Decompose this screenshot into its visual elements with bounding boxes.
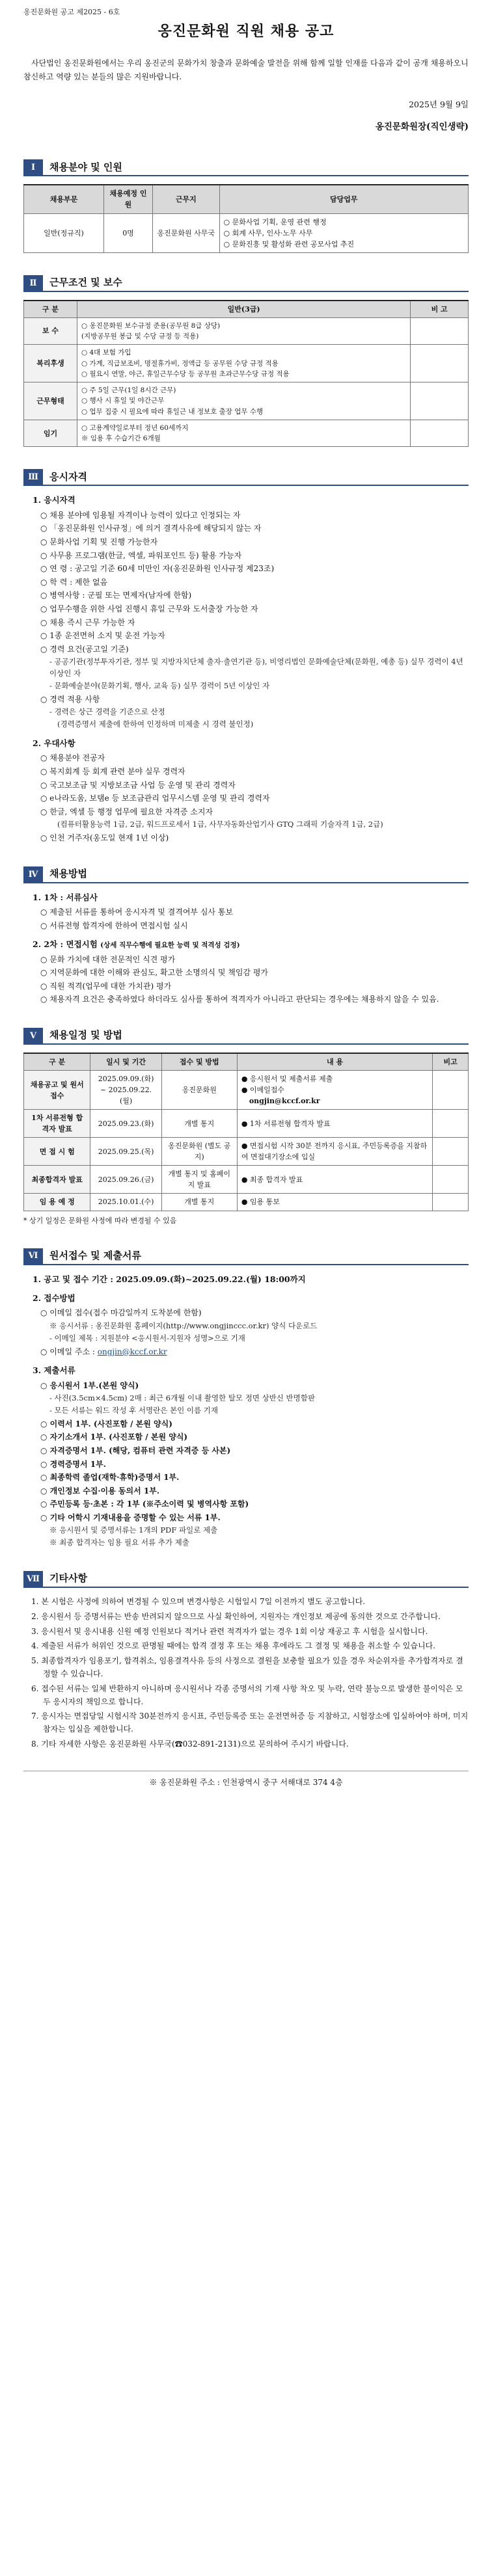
col-header: 비고 <box>433 1053 469 1071</box>
list-item: ○ 「옹진문화원 인사규정」에 의거 결격사유에 해당되지 않는 자 <box>40 524 262 533</box>
section-title: 채용방법 <box>43 866 469 883</box>
col-header: 근무지 <box>153 185 219 213</box>
list-item: 1. 본 시험은 사정에 의하여 변경될 수 있으며 변경사항은 시험일시 7일 이전까지 별도 공고합니다. <box>31 1597 365 1607</box>
section-title: 원서접수 및 제출서류 <box>43 1248 469 1265</box>
list-item: 5. 최종합격자가 임용포기, 합격취소, 임용결격사유 등의 사정으로 결원을 보충할 필요가 있을 경우 차순위자를 추가합격자로 결정할 수 있습니다. <box>31 1656 463 1679</box>
row-line: ○ 월요시 연말, 야근, 휴일근무수당 등 공무원 초과근무수당 규정 적용 <box>81 369 290 378</box>
cell-method: 옹진문화원 <box>161 1071 237 1110</box>
row-label: 채용공고 및 원서접수 <box>24 1071 90 1110</box>
table-row <box>24 317 469 345</box>
table-row <box>24 1071 469 1110</box>
section-title: 근무조건 및 보수 <box>43 275 469 292</box>
subsection-heading-note: (상세 직무수행에 필요한 능력 및 적격성 검정) <box>100 941 240 950</box>
list-item: 7. 응시자는 면접당일 시험시작 30분전까지 응시표, 주민등록증 또는 운전면허증 등 지참하고, 시험장소에 입실하여야 하며, 미지참자는 입실을 제한합니다. <box>31 1711 469 1734</box>
cell-date: 2025.09.25.(목) <box>90 1138 161 1166</box>
list-subitem: ※ 응시서류 : 옹진문화원 홈페이지(http://www.ongjinccc.or.kr) 양식 다운로드 <box>49 1321 318 1330</box>
list-subitem: - 공공기관(정부투자기관, 정부 및 지방자치단체 출자·출연기관 등), 비영리법인 문화예술단체(문화원, 예총 등) 실무 경력이 4년 이상인 자 <box>49 657 463 678</box>
section-number: Ⅰ <box>23 159 43 176</box>
duty-line: ○ 문화진흥 및 활성화 관련 공모사업 추진 <box>223 239 355 248</box>
section-number: Ⅵ <box>23 1248 43 1265</box>
list-subitem: (경력증명서 제출에 한하여 인정하며 미제출 시 경력 불인정) <box>57 719 254 729</box>
list-item: ○ 직원 적격(업무에 대한 가치관) 평가 <box>40 981 172 991</box>
col-header: 채용부문 <box>24 185 104 213</box>
section-number: Ⅴ <box>23 1028 43 1045</box>
duty-line: ○ 회계 사무, 인사·노무 사무 <box>223 228 313 237</box>
row-line: ○ 주 5일 근무(1일 8시간 근무) <box>81 386 176 395</box>
schedule-note: * 상기 일정은 문화원 사정에 따라 변경될 수 있음 <box>23 1216 177 1225</box>
list-item: ○ 자기소개서 1부. (사진포함 / 본원 양식) <box>40 1432 188 1442</box>
page-title: 옹진문화원 직원 채용 공고 <box>157 23 335 40</box>
list-item: 6. 접수된 서류는 일체 반환하지 아니하며 응시원서나 각종 증명서의 기재 사항 착오 및 누락, 연락 불능으로 발생한 불이익은 모두 응시자의 책임으로 합니다. <box>31 1684 463 1706</box>
table-row <box>24 1166 469 1194</box>
row-label: 최종합격자 발표 <box>24 1166 90 1194</box>
subsection-heading: 1. 응시자격 <box>33 495 75 505</box>
content-line: ● 최종 합격자 발표 <box>241 1175 303 1184</box>
col-header: 비 고 <box>411 301 469 318</box>
list-item: ○ 채용 즉시 근무 가능한 자 <box>40 617 135 627</box>
recruit-field-table <box>23 184 469 252</box>
table-row <box>24 1194 469 1211</box>
list-subitem: - 경력은 상근 경력을 기준으로 산정 <box>49 707 165 717</box>
subsection-heading: 1. 1차 : 서류심사 <box>33 892 98 902</box>
list-subitem: ※ 최종 합격자는 임용 필요 서류 추가 제출 <box>49 1538 189 1548</box>
col-header: 내 용 <box>237 1053 433 1071</box>
table-row <box>24 382 469 420</box>
list-item: ○ 연 령 : 공고일 기준 60세 미만인 자(옹진문화원 인사규정 제23조) <box>40 564 275 574</box>
list-item: ○ 기타 어학시 기재내용을 증명할 수 있는 서류 1부. <box>40 1512 221 1522</box>
list-item: ○ 채용분야 전공자 <box>40 753 105 763</box>
list-item: ○ 이력서 1부. (사진포함 / 본원 양식) <box>40 1419 172 1429</box>
cell-method: 개별 통지 및 홈페이지 발표 <box>161 1166 237 1194</box>
row-line: ○ 고용계약일로부터 정년 60세까지 <box>81 423 189 432</box>
row-label: 면 접 시 험 <box>24 1138 90 1166</box>
row-label: 임 용 예 정 <box>24 1194 90 1211</box>
col-header: 접수 및 방법 <box>161 1053 237 1071</box>
content-line: ● 임용 통보 <box>241 1198 280 1207</box>
list-item: ○ 주민등록 등·초본 : 각 1부 (※주소이력 및 병역사항 포함) <box>40 1499 249 1509</box>
preference-list <box>23 752 469 844</box>
list-item: ○ 업무수행을 위한 사업 진행시 휴일 근무와 도서출장 가능한 자 <box>40 604 258 613</box>
row-line: ○ 행사 시 휴일 및 야간근무 <box>81 397 165 405</box>
list-item: ○ 채용자격 요건은 충족하였다 하더라도 심사를 통하여 적격자가 아니라고 판단되는 경우에는 채용하지 않을 수 있음. <box>40 995 439 1004</box>
list-item: ○ 자격증명서 1부. (해당, 컴퓨터 관련 자격증 등 사본) <box>40 1445 231 1455</box>
section-6-header <box>23 1248 469 1265</box>
subsection-heading: 1. 공고 및 접수 기간 : 2025.09.09.(화)~2025.09.22.(월) 18:00까지 <box>33 1274 306 1284</box>
row-line: (지방공무원 봉급 및 수당 규정 등 적용) <box>81 332 199 340</box>
row-line: ○ 옹진문화원 보수규정 준용(공무원 8급 상당) <box>81 321 221 330</box>
cell-method: 개별 통지 <box>161 1194 237 1211</box>
list-item: ○ 문화사업 기획 및 진행 가능한자 <box>40 537 158 546</box>
col-header: 구 분 <box>24 301 77 318</box>
list-item: ○ 최종학력 졸업(재학·휴학)증명서 1부. <box>40 1473 180 1483</box>
schedule-table <box>23 1053 469 1211</box>
list-item: 8. 기타 자세한 사항은 옹진문화원 사무국(☎032-891-2131)으로 문의하여 주시기 바랍니다. <box>31 1739 349 1749</box>
intro-text: 사단법인 옹진문화원에서는 우리 옹진군의 문화가치 창출과 문화예술 발전을 위해 함께 일할 인재를 다음과 같이 공개 채용하오니 참신하고 역량 있는 분들의 많은 지원바랍니다. <box>23 59 469 82</box>
list-subitem: - 문화예술분야(문화기획, 행사, 교육 등) 실무 경력이 5년 이상인 자 <box>49 680 270 690</box>
cell-method: 개별 통지 <box>161 1110 237 1138</box>
table-row <box>24 1110 469 1138</box>
cell-place: 옹진문화원 사무국 <box>153 213 219 252</box>
cell-date: 2025.09.26.(금) <box>90 1166 161 1194</box>
col-header: 구 분 <box>24 1053 90 1071</box>
list-item: ○ 인천 거주자(옹도일 현재 1년 이상) <box>40 833 169 843</box>
issue-date: 2025년 9월 9일 <box>409 100 469 110</box>
section-number: Ⅲ <box>23 469 43 486</box>
section-2-header <box>23 275 469 292</box>
col-header: 일반(3급) <box>77 301 410 318</box>
row-line: ○ 4대 보험 가입 <box>81 349 131 357</box>
col-header: 일시 및 기간 <box>90 1053 161 1071</box>
row-label: 보 수 <box>24 317 77 345</box>
cell-field: 일반(정규직) <box>24 213 104 252</box>
row-label: 임기 <box>24 420 77 447</box>
section-5-header <box>23 1028 469 1045</box>
section-title: 채용일정 및 방법 <box>43 1028 469 1045</box>
list-item <box>40 1346 469 1358</box>
table-row <box>24 213 469 252</box>
row-line: ○ 가계, 직급보조비, 명절휴가비, 정액급 등 공무원 수당 규정 적용 <box>81 359 279 368</box>
list-item: ○ 경력 적용 사항 <box>40 694 100 704</box>
row-line: ※ 임용 후 수습기간 6개월 <box>81 435 161 443</box>
list-item: ○ 1종 운전면허 소지 및 운전 가능자 <box>40 631 165 641</box>
email-link[interactable]: ongjin@kccf.or.kr <box>97 1347 167 1356</box>
list-item: ○ 경력 요건(공고일 기준) <box>40 644 129 654</box>
row-label: 근무형태 <box>24 382 77 420</box>
subsection-heading-text: 2. 2차 : 면접시험 <box>33 939 98 950</box>
list-subitem: ※ 응시원서 및 증명서류는 1개의 PDF 파일로 제출 <box>49 1525 218 1535</box>
section-title: 응시자격 <box>43 469 469 486</box>
list-item: ○ e나라도움, 보탬e 등 보조금관리 업무시스템 운영 및 관리 경력자 <box>40 794 270 803</box>
subsection-heading <box>33 938 469 950</box>
col-header: 담당업무 <box>219 185 469 213</box>
duty-line: ○ 문화사업 기획, 운영 관련 행정 <box>223 217 327 226</box>
section-title: 기타사항 <box>43 1571 469 1588</box>
subsection-heading: 2. 접수방법 <box>33 1293 75 1303</box>
section-number: Ⅳ <box>23 866 43 883</box>
section-4-header <box>23 866 469 883</box>
subsection-heading: 3. 제출서류 <box>33 1365 75 1376</box>
cell-date: 2025.09.23.(화) <box>90 1110 161 1138</box>
table-row <box>24 420 469 447</box>
email-text: ongjin@kccf.or.kr <box>249 1097 320 1106</box>
list-subitem: - 이메일 제목 : 지원분야 <응시원서-지원자 성명>으로 기재 <box>49 1333 245 1343</box>
list-subitem: - 모든 서류는 워드 작성 후 서명란은 본인 이름 기재 <box>49 1405 218 1415</box>
footer-address: ※ 옹진문화원 주소 : 인천광역시 중구 서해대로 374 4층 <box>23 1771 469 1789</box>
table-row <box>24 345 469 382</box>
list-item: ○ 국고보조금 및 지방보조금 사업 등 운영 및 관리 경력자 <box>40 780 236 790</box>
section-title: 채용분야 및 인원 <box>43 159 469 176</box>
list-item: ○ 문화 가치에 대한 전문적인 식견 평가 <box>40 954 176 964</box>
list-item: 4. 제출된 서류가 허위인 것으로 판명될 때에는 합격 결정 후 또는 채용 후에라도 그 결정 및 채용을 취소할 수 있습니다. <box>31 1641 435 1651</box>
row-line: ○ 업무 집중 시 필요에 따라 휴일근 내 정보호 출장 업무 수행 <box>81 407 264 416</box>
cell-count: 0명 <box>103 213 152 252</box>
issuer: 옹진문화원장(직인생략) <box>375 121 469 132</box>
col-header: 채용예정 인원 <box>103 185 152 213</box>
list-subitem: - 사진(3.5cm×4.5cm) 2매 : 최근 6개월 이내 촬영한 탈모 정면 상반신 반명함판 <box>49 1393 315 1403</box>
qualification-list <box>23 509 469 731</box>
content-line: ● 1차 서류전형 합격자 발표 <box>241 1119 331 1128</box>
doc-number: 옹진문화원 공고 제2025 - 6호 <box>23 8 120 16</box>
list-item: ○ 응시원서 1부.(본원 양식) <box>40 1380 139 1390</box>
section-1-header <box>23 159 469 176</box>
other-notes-list <box>31 1596 469 1751</box>
cell-date: 2025.10.01.(수) <box>90 1194 161 1211</box>
content-line: ● 면접시험 시작 30분 전까지 응시표, 주민등록증을 지참하여 면접대기장소에 입실 <box>241 1142 428 1162</box>
work-conditions-table <box>23 300 469 448</box>
list-item: 3. 응시원서 및 응시내용 신원 예정 인원보다 적거나 관련 적격자가 없는 경우 1회 이상 재공고 후 시험을 실시합니다. <box>31 1626 428 1636</box>
list-item: 2. 응시원서 등 증명서류는 반송 반려되지 않으므로 사실 확인하여, 지원자는 개인정보 제공에 동의한 것으로 간주합니다. <box>31 1611 441 1621</box>
subsection-heading: 2. 우대사항 <box>33 738 75 748</box>
list-item: ○ 제출된 서류를 통하여 응시자격 및 결격여부 심사 통보 <box>40 907 234 917</box>
section-number: Ⅶ <box>23 1571 43 1588</box>
list-item: ○ 병역사항 : 군필 또는 면제자(남자에 한함) <box>40 591 192 600</box>
row-label: 1차 서류전형 합격자 발표 <box>24 1110 90 1138</box>
row-label: 복리후생 <box>24 345 77 382</box>
section-7-header <box>23 1571 469 1588</box>
content-line: ● 응시원서 및 제출서류 제출 <box>241 1075 333 1084</box>
table-row <box>24 1138 469 1166</box>
list-item: ○ 채용 분야에 임용될 자격이나 능력이 있다고 인정되는 자 <box>40 510 241 520</box>
section-3-header <box>23 469 469 486</box>
list-item: ○ 경력증명서 1부. <box>40 1459 106 1469</box>
list-item: ○ 학 력 : 제한 없음 <box>40 577 108 587</box>
section-number: Ⅱ <box>23 275 43 292</box>
email-label: ○ 이메일 주소 : <box>40 1347 98 1356</box>
cell-method: 옹진문화원 (별도 공지) <box>161 1138 237 1166</box>
content-line: ● 이메일접수 <box>241 1086 285 1095</box>
cell-duties <box>219 213 469 252</box>
list-item: ○ 개인정보 수집·이용 동의서 1부. <box>40 1486 159 1496</box>
cell-date: 2025.09.09.(화) ~ 2025.09.22.(월) <box>90 1071 161 1110</box>
list-item: ○ 이메일 접수(접수 마감일까지 도착분에 한함) <box>40 1308 202 1318</box>
list-item: ○ 지역문화에 대한 이해와 관심도, 확고한 소명의식 및 책임감 평가 <box>40 968 269 978</box>
list-item: ○ 복지회계 등 회계 관련 분야 실무 경력자 <box>40 766 185 776</box>
list-item: ○ 사무용 프로그램(한글, 엑셀, 파워포인트 등) 활용 가능자 <box>40 550 242 560</box>
list-subitem: (컴퓨터활용능력 1급, 2급, 워드프로세서 1급, 사무자동화산업기사 GTQ 그래픽 기술자격 1급, 2급) <box>57 820 383 829</box>
list-item: ○ 한글, 엑셀 등 행정 업무에 필요한 자격증 소지자 <box>40 807 213 816</box>
list-item: ○ 서류전형 합격자에 한하여 면접시험 실시 <box>40 920 188 930</box>
